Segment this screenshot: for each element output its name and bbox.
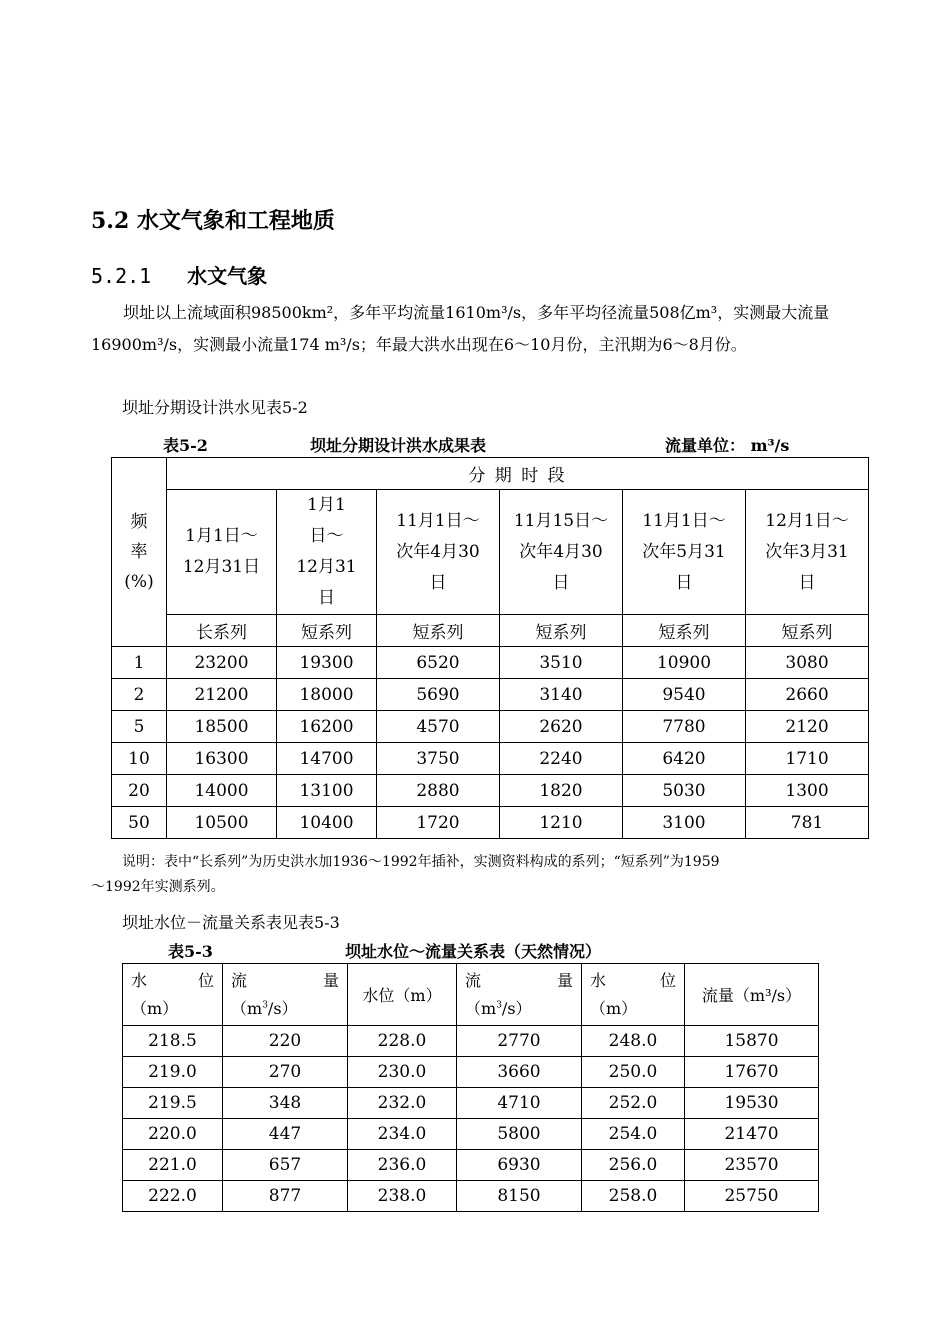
subsection-number: 5.2.1: [91, 264, 152, 288]
table-cell: 4570: [377, 711, 500, 743]
period-header: 分 期 时 段: [167, 458, 869, 490]
table-cell: 21200: [167, 679, 277, 711]
table-cell: 10500: [167, 807, 277, 839]
table-cell: 1300: [746, 775, 869, 807]
flow-header-2: 流 量 $(m^3/s)$: [457, 964, 582, 1026]
table-cell: 219.5: [123, 1088, 223, 1119]
hydrology-paragraph: 坝址以上流域面积98500km²，多年平均流量1610m³/s，多年平均径流量508亿m³，实测最大流量16900m³/s，实测最小流量174 m³/s；年最大洪水出现在6～10月份，主汛期为6～8月份。: [91, 303, 830, 354]
table-cell: 2770: [457, 1026, 582, 1057]
table-cell: 6420: [623, 743, 746, 775]
table52-unit: 流量单位： m³/s: [665, 436, 790, 455]
table-cell: 1820: [500, 775, 623, 807]
subsection-title: 水文气象: [187, 264, 268, 288]
table-cell: 5690: [377, 679, 500, 711]
table-row: [112, 679, 869, 711]
table-cell: 7780: [623, 711, 746, 743]
table-cell: 5: [112, 711, 167, 743]
level-header-1: 水 位 （m）: [123, 964, 223, 1026]
table-row: [112, 711, 869, 743]
table-cell: 219.0: [123, 1057, 223, 1088]
table52-note: 说明：表中“长系列”为历史洪水加1936～1992年插补，实测资料构成的系列；“短系列”为1959: [122, 854, 720, 870]
table-cell: 236.0: [348, 1150, 457, 1181]
table52-note-cont: ～1992年实测系列。: [91, 879, 225, 895]
table-cell: 13100: [277, 775, 377, 807]
table-row: [123, 1057, 819, 1088]
table-cell: 16300: [167, 743, 277, 775]
series-col-5: 短系列: [746, 615, 869, 647]
subsection-heading: [91, 260, 267, 289]
table-cell: 25750: [685, 1181, 819, 1212]
table-cell: 877: [223, 1181, 348, 1212]
table-cell: 657: [223, 1150, 348, 1181]
table-cell: 6520: [377, 647, 500, 679]
frequency-header: 频 率 (%): [112, 458, 167, 647]
table-row: [112, 743, 869, 775]
table-cell: 220.0: [123, 1119, 223, 1150]
period-col-3: 11月15日～ 次年4月30 日: [500, 490, 623, 615]
table-cell: 238.0: [348, 1181, 457, 1212]
table-cell: 9540: [623, 679, 746, 711]
table-cell: 228.0: [348, 1026, 457, 1057]
table-cell: 3100: [623, 807, 746, 839]
table-cell: 5030: [623, 775, 746, 807]
table-row: [123, 1026, 819, 1057]
table-cell: 1710: [746, 743, 869, 775]
table52-label: 表5-2: [163, 436, 208, 455]
table-cell: 256.0: [582, 1150, 685, 1181]
table-row: [112, 647, 869, 679]
table-cell: 2660: [746, 679, 869, 711]
table-cell: 221.0: [123, 1150, 223, 1181]
flood-design-table: [111, 457, 869, 839]
table-row: [112, 775, 869, 807]
table-cell: 781: [746, 807, 869, 839]
table-cell: 6930: [457, 1150, 582, 1181]
table-cell: 2620: [500, 711, 623, 743]
table-cell: 23200: [167, 647, 277, 679]
stage-discharge-table: [122, 963, 819, 1212]
table-cell: 10900: [623, 647, 746, 679]
series-col-0: 长系列: [167, 615, 277, 647]
table-cell: 230.0: [348, 1057, 457, 1088]
table-cell: 218.5: [123, 1026, 223, 1057]
table-cell: 20: [112, 775, 167, 807]
table-cell: 1: [112, 647, 167, 679]
level-header-2: 水位（m）: [348, 964, 457, 1026]
flow-header-3: 流量（m³/s）: [685, 964, 819, 1026]
table-cell: 10400: [277, 807, 377, 839]
period-col-0: 1月1日～ 12月31日: [167, 490, 277, 615]
table52-reference: 坝址分期设计洪水见表5-2: [122, 398, 308, 417]
period-col-5: 12月1日～ 次年3月31 日: [746, 490, 869, 615]
table-cell: 2: [112, 679, 167, 711]
table-cell: 5800: [457, 1119, 582, 1150]
table-cell: 2880: [377, 775, 500, 807]
table-cell: 3140: [500, 679, 623, 711]
table53-title: 坝址水位～流量关系表（天然情况）: [345, 942, 602, 961]
table-cell: 15870: [685, 1026, 819, 1057]
table-cell: 1720: [377, 807, 500, 839]
table-row: [112, 807, 869, 839]
table52-title: 坝址分期设计洪水成果表: [310, 436, 487, 455]
table-row: [123, 1088, 819, 1119]
series-col-2: 短系列: [377, 615, 500, 647]
period-col-4: 11月1日～ 次年5月31 日: [623, 490, 746, 615]
table-cell: 23570: [685, 1150, 819, 1181]
table-cell: 14000: [167, 775, 277, 807]
series-col-3: 短系列: [500, 615, 623, 647]
table-cell: 220: [223, 1026, 348, 1057]
table-cell: 4710: [457, 1088, 582, 1119]
table53-label: 表5-3: [168, 942, 213, 961]
table-cell: 1210: [500, 807, 623, 839]
table-row: [123, 1181, 819, 1212]
table-cell: 18000: [277, 679, 377, 711]
table-cell: 222.0: [123, 1181, 223, 1212]
table-row: [123, 1119, 819, 1150]
table-cell: 3510: [500, 647, 623, 679]
table-cell: 14700: [277, 743, 377, 775]
table-cell: 348: [223, 1088, 348, 1119]
series-col-4: 短系列: [623, 615, 746, 647]
table-cell: 234.0: [348, 1119, 457, 1150]
table-cell: 3660: [457, 1057, 582, 1088]
table-row: [123, 1150, 819, 1181]
table-cell: 3080: [746, 647, 869, 679]
table-cell: 270: [223, 1057, 348, 1088]
level-header-3: 水 位 （m）: [582, 964, 685, 1026]
table-cell: 50: [112, 807, 167, 839]
flow-header-1: 流 量 $(m^3/s)$: [223, 964, 348, 1026]
period-col-2: 11月1日～ 次年4月30 日: [377, 490, 500, 615]
series-col-1: 短系列: [277, 615, 377, 647]
table-cell: 447: [223, 1119, 348, 1150]
table-cell: 252.0: [582, 1088, 685, 1119]
table53-reference: 坝址水位－流量关系表见表5-3: [122, 913, 340, 932]
period-col-1: 1月1 日～ 12月31 日: [277, 490, 377, 615]
table-cell: 232.0: [348, 1088, 457, 1119]
table-cell: 19530: [685, 1088, 819, 1119]
table-cell: 18500: [167, 711, 277, 743]
section-title: 5.2 水文气象和工程地质: [91, 208, 335, 234]
table-cell: 258.0: [582, 1181, 685, 1212]
table-cell: 248.0: [582, 1026, 685, 1057]
table-cell: 21470: [685, 1119, 819, 1150]
table-cell: 8150: [457, 1181, 582, 1212]
table-cell: 3750: [377, 743, 500, 775]
table-cell: 19300: [277, 647, 377, 679]
table-cell: 17670: [685, 1057, 819, 1088]
table-cell: 10: [112, 743, 167, 775]
table-cell: 2120: [746, 711, 869, 743]
table-cell: 16200: [277, 711, 377, 743]
table-cell: 250.0: [582, 1057, 685, 1088]
table-cell: 254.0: [582, 1119, 685, 1150]
table-cell: 2240: [500, 743, 623, 775]
